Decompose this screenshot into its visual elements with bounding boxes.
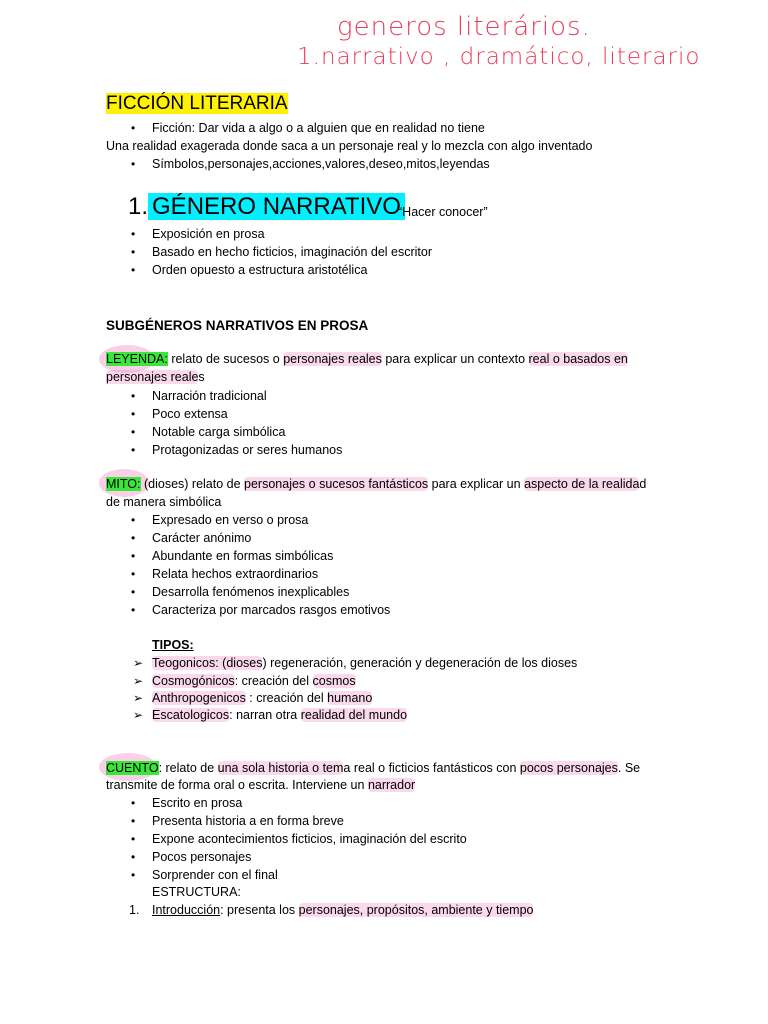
genero-title: GÉNERO NARRATIVO [148, 193, 405, 220]
leyenda-highlight-1: personajes reales [283, 352, 382, 366]
bullet-icon: • [131, 603, 136, 617]
leyenda-line-1 [106, 352, 628, 366]
bullet-icon: • [131, 227, 136, 241]
tipo-3-highlight: Anthropogenicos [152, 691, 246, 705]
intro-label: Introducción [152, 903, 221, 917]
intro-text: : presenta los [220, 903, 299, 917]
cuento-item-2: Presenta historia a en forma breve [152, 814, 344, 828]
mito-item-2: Carácter anónimo [152, 531, 252, 545]
leyenda-item-4: Protagonizadas or seres humanos [152, 443, 343, 457]
mito-text-2: para explicar un [428, 477, 525, 491]
cuento-text-1: : relato de [158, 761, 218, 775]
cuento-item-1: Escrito en prosa [152, 796, 243, 810]
leyenda-highlight-3: personajes reale [106, 370, 199, 384]
genero-quote: “Hacer conocer” [398, 205, 488, 219]
tipo-3-text: : creación del [245, 691, 328, 705]
tipo-4-highlight: Escatologicos [152, 708, 230, 722]
ficcion-title: FICCIÓN LITERARIA [106, 93, 288, 114]
mito-label: MITO: [106, 477, 141, 491]
cuento-item-5: Sorprender con el final [152, 868, 278, 882]
genero-item-2: Basado en hecho ficticios, imaginación del escritor [152, 245, 433, 259]
cuento-item-3: Expone acontecimientos ficticios, imaginación del escrito [152, 832, 467, 846]
leyenda-text-3: s [198, 370, 205, 384]
estructura-label: ESTRUCTURA: [152, 885, 241, 899]
bullet-icon: • [131, 796, 136, 810]
leyenda-line-2 [106, 370, 205, 384]
mito-highlight-2: aspecto de la realida [524, 477, 640, 491]
bullet-icon: • [131, 425, 136, 439]
mito-item-3: Abundante en formas simbólicas [152, 549, 334, 563]
tipo-2-highlight-2: cosmos [312, 674, 356, 688]
leyenda-label: LEYENDA: [106, 352, 168, 366]
genero-item-1: Exposición en prosa [152, 227, 265, 241]
cuento-text-2: a real o ficticios fantásticos con [343, 761, 520, 775]
leyenda-item-2: Poco extensa [152, 407, 228, 421]
bullet-icon: • [131, 814, 136, 828]
ficcion-bullet-2: Símbolos,personajes,acciones,valores,deseo,mitos,leyendas [152, 157, 490, 171]
arrow-icon: ➢ [133, 674, 144, 688]
mito-line-1 [106, 477, 646, 491]
tipo-3-highlight-2: humano [327, 691, 373, 705]
tipo-1-highlight: Teogonicos: (dioses [152, 656, 263, 670]
bullet-icon: • [131, 121, 136, 135]
genero-number: 1. [128, 193, 149, 220]
cuento-line-2 [106, 778, 415, 792]
bullet-icon: • [131, 850, 136, 864]
cuento-item-4: Pocos personajes [152, 850, 252, 864]
leyenda-text-1: relato de sucesos o [167, 352, 284, 366]
cuento-label: CUENTO [106, 761, 159, 775]
mito-line-2: de manera simbólica [106, 495, 222, 509]
bullet-icon: • [131, 157, 136, 171]
bullet-icon: • [131, 245, 136, 259]
estructura-number: 1. [129, 903, 140, 917]
tipo-1-text: ) regeneración, generación y degeneración de los dioses [262, 656, 578, 670]
cuento-text-4: transmite de forma oral o escrita. Interviene un [106, 778, 368, 792]
tipo-2-text: : creación del [234, 674, 313, 688]
tipo-4-highlight-2: realidad del mundo [300, 708, 408, 722]
arrow-icon: ➢ [133, 656, 144, 670]
ficcion-continuation: Una realidad exagerada donde saca a un personaje real y lo mezcla con algo inventado [106, 139, 593, 153]
cuento-highlight-2: pocos personajes [519, 761, 618, 775]
ficcion-bullet-1: Ficción: Dar vida a algo o a alguien que en realidad no tiene [152, 121, 485, 135]
bullet-icon: • [131, 567, 136, 581]
tipo-3 [152, 691, 372, 705]
genero-heading [128, 193, 405, 221]
bullet-icon: • [131, 513, 136, 527]
handwritten-genres: 1.narrativo , dramático, literario [297, 44, 701, 70]
bullet-icon: • [131, 585, 136, 599]
bullet-icon: • [131, 443, 136, 457]
tipos-title: TIPOS: [152, 638, 194, 652]
arrow-icon: ➢ [133, 691, 144, 705]
mito-highlight-1: personajes o sucesos fantásticos [244, 477, 429, 491]
intro-highlight: personajes, propósitos, ambiente y tiempo [298, 903, 534, 917]
handwritten-title: generos literários. [337, 12, 591, 42]
estructura-item-1 [152, 903, 533, 917]
mito-item-1: Expresado en verso o prosa [152, 513, 309, 527]
section-title-ficcion [106, 93, 288, 115]
tipo-1 [152, 656, 577, 670]
bullet-icon: • [131, 407, 136, 421]
cuento-text-3: . Se [617, 761, 641, 775]
bullet-icon: • [131, 868, 136, 882]
bullet-icon: • [131, 832, 136, 846]
mito-item-6: Caracteriza por marcados rasgos emotivos [152, 603, 391, 617]
tipo-2-highlight: Cosmogónicos [152, 674, 235, 688]
leyenda-highlight-2: real o basados en [528, 352, 628, 366]
cuento-highlight-3: narrador [367, 778, 416, 792]
mito-item-5: Desarrolla fenómenos inexplicables [152, 585, 350, 599]
genero-item-3: Orden opuesto a estructura aristotélica [152, 263, 368, 277]
mito-text-1: (dioses) relato de [140, 477, 245, 491]
bullet-icon: • [131, 531, 136, 545]
tipo-4 [152, 708, 407, 722]
cuento-highlight-1: una sola historia o tem [217, 761, 344, 775]
arrow-icon: ➢ [133, 708, 144, 722]
tipo-4-text: : narran otra [229, 708, 301, 722]
subgeneros-title: SUBGÉNEROS NARRATIVOS EN PROSA [106, 318, 369, 333]
mito-item-4: Relata hechos extraordinarios [152, 567, 319, 581]
leyenda-item-1: Narración tradicional [152, 389, 267, 403]
leyenda-text-2: para explicar un contexto [381, 352, 529, 366]
bullet-icon: • [131, 549, 136, 563]
bullet-icon: • [131, 263, 136, 277]
bullet-icon: • [131, 389, 136, 403]
mito-text-3: d [639, 477, 647, 491]
cuento-line-1 [106, 761, 640, 775]
tipo-2 [152, 674, 356, 688]
leyenda-item-3: Notable carga simbólica [152, 425, 286, 439]
